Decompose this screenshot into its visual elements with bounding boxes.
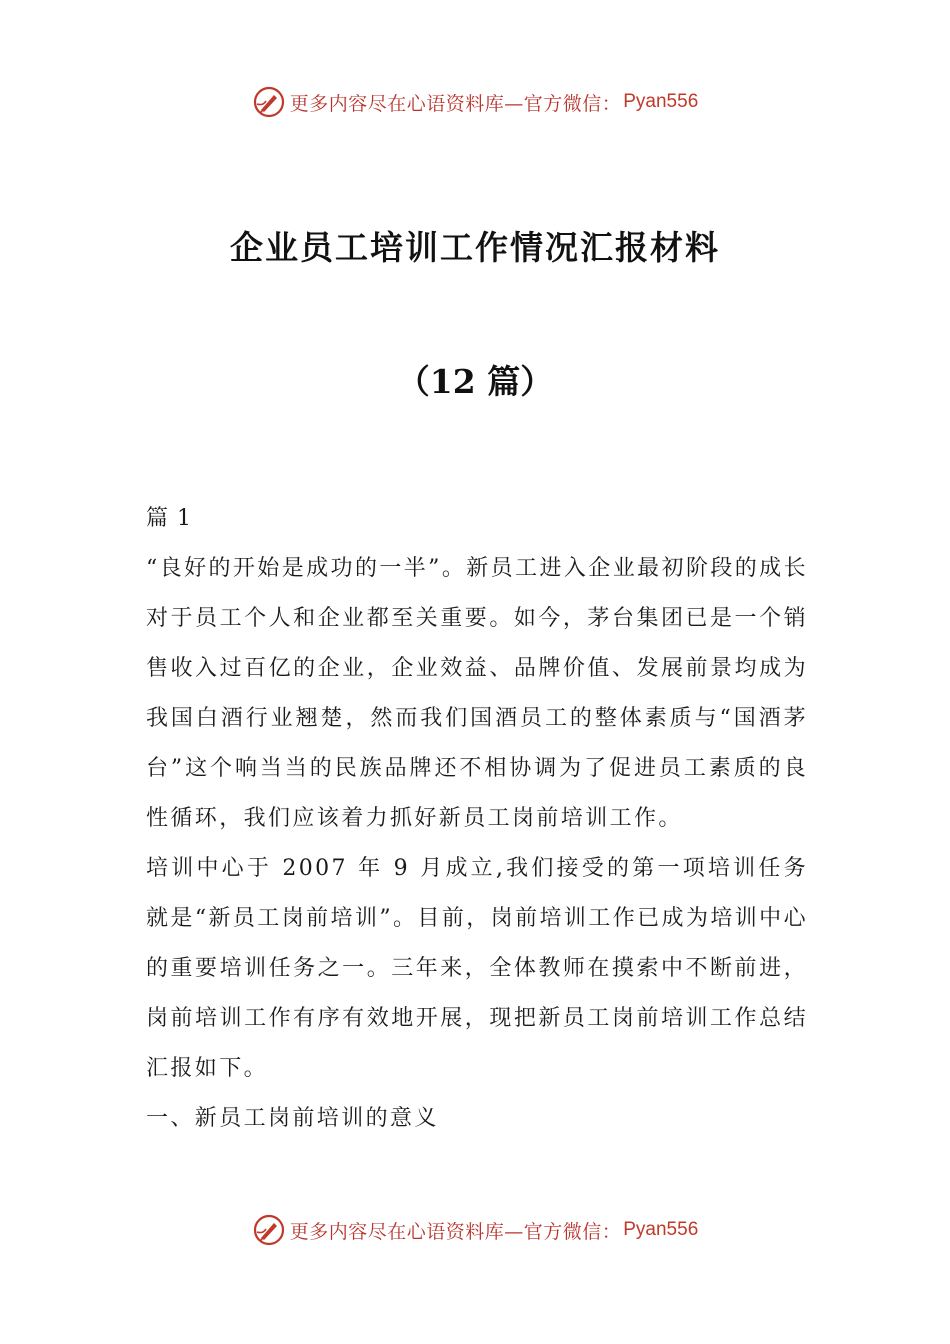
document-body [146, 494, 808, 1144]
document-title: 企业员工培训工作情况汇报材料 [230, 228, 720, 267]
header-banner [0, 82, 950, 122]
document-subtitle: （12 篇） [396, 362, 554, 401]
banner-wechat-id: Pyan556 [623, 91, 699, 112]
pen-circle-logo-icon [252, 85, 286, 119]
body-paragraph: 培训中心于 2007 年 9 月成立,我们接受的第一项培训任务就是“新员工岗前培训”。目前，岗前培训工作已成为培训中心的重要培训任务之一。三年来，全体教师在摸索中不断前进，岗前培训工作有序有效地开展，现把新员工岗前培训工作总结汇报如下。 [146, 856, 808, 1081]
pen-circle-logo-icon [252, 1213, 286, 1247]
banner-wechat-id: Pyan556 [623, 1219, 699, 1240]
section-heading: 一、新员工岗前培训的意义 [146, 1106, 439, 1131]
banner-text: 更多内容尽在心语资料库—官方微信： [289, 92, 622, 115]
section-label: 篇 1 [146, 506, 192, 531]
banner-text: 更多内容尽在心语资料库—官方微信： [289, 1220, 622, 1243]
footer-banner [0, 1210, 950, 1250]
body-paragraph: “良好的开始是成功的一半”。新员工进入企业最初阶段的成长对于员工个人和企业都至关重要。如今，茅台集团已是一个销售收入过百亿的企业，企业效益、品牌价值、发展前景均成为我国白酒行业翘楚，然而我们国酒员工的整体素质与“国酒茅台”这个响当当的民族品牌还不相协调为了促进员工素质的良性循环，我们应该着力抓好新员工岗前培训工作。 [146, 556, 808, 831]
